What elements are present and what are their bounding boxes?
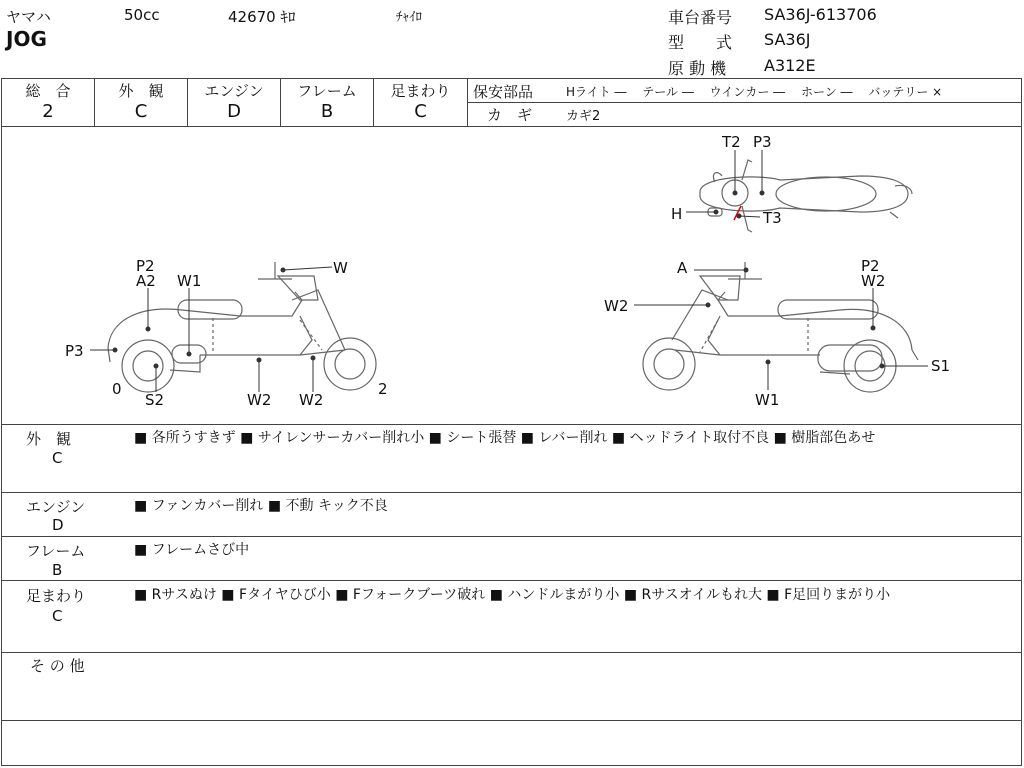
- label-left-w2b: W2: [299, 391, 324, 409]
- safety-parts-items: Hライト ― テール ― ウインカー ― ホーン ― バッテリー ×: [566, 85, 943, 99]
- label-top-h: H: [671, 205, 683, 223]
- grade-exterior-label: 外 観: [118, 82, 164, 100]
- notes-other-label: そ の 他: [30, 657, 85, 675]
- grade-overall-value: 2: [42, 101, 54, 122]
- frame-number-label: 車台番号: [668, 8, 733, 27]
- label-left-two: 2: [378, 380, 388, 398]
- label-top-p3: P3: [753, 133, 772, 151]
- grade-overall-label: 総 合: [25, 82, 71, 100]
- label-right-p2: P2: [861, 257, 880, 275]
- notes-suspension-label: 足まわり: [26, 587, 87, 605]
- grade-suspension-label: 足まわり: [390, 82, 451, 100]
- label-left-p2: P2: [136, 257, 155, 275]
- notes-frame-label: フレーム: [26, 542, 86, 560]
- maker-name: ヤマハ: [6, 8, 51, 26]
- safety-row-divider: [467, 102, 1021, 103]
- engine-model-value: A312E: [764, 56, 816, 75]
- type-value: SA36J: [764, 30, 811, 49]
- label-right-a: A: [677, 259, 688, 277]
- notes-divider-3: [1, 580, 1022, 581]
- label-right-s1: S1: [931, 357, 951, 375]
- label-right-w1: W1: [755, 391, 780, 409]
- notes-divider-5: [1, 720, 1022, 721]
- notes-exterior-text: ■ 各所うすきず ■ サイレンサーカバー削れ小 ■ シート張替 ■ レバー削れ ■ ヘッドライト取付不良 ■ 樹脂部色あせ: [134, 430, 876, 446]
- displacement: 50cc: [124, 6, 160, 24]
- notes-divider-4: [1, 652, 1022, 653]
- grade-suspension-value: C: [414, 101, 427, 122]
- grade-frame-label: フレーム: [297, 82, 357, 100]
- label-left-zero: 0: [112, 380, 122, 398]
- notes-frame-text: ■ フレームさび中: [134, 542, 250, 558]
- grade-col-divider-5: [467, 78, 468, 126]
- grade-exterior-value: C: [134, 101, 148, 122]
- top-view-scooter: [700, 160, 912, 232]
- mileage: 42670 ｷﾛ: [228, 8, 296, 26]
- notes-suspension-text: ■ Rサスぬけ ■ Fタイヤひび小 ■ Fフォークブーツ破れ ■ ハンドルまがり小 ■ Rサスオイルもれ大 ■ F足回りまがり小: [134, 587, 891, 603]
- key-label: カ ギ: [487, 106, 533, 124]
- notes-top-border: [1, 424, 1022, 425]
- label-left-p3: P3: [65, 342, 84, 360]
- safety-parts-label: 保安部品: [473, 83, 534, 101]
- label-top-t2: T2: [722, 133, 741, 151]
- notes-divider-2: [1, 536, 1022, 537]
- notes-exterior-label: 外 観: [26, 430, 72, 448]
- grade-table-top: [1, 78, 1022, 79]
- outer-border-bottom: [1, 765, 1022, 766]
- notes-frame-grade: B: [52, 561, 63, 579]
- notes-engine-grade: D: [52, 516, 64, 534]
- color: ﾁｬｲﾛ: [396, 10, 422, 25]
- label-left-w2a: W2: [247, 391, 272, 409]
- grade-frame-value: B: [320, 101, 334, 122]
- label-right-w2: W2: [604, 297, 629, 315]
- label-left-a2: A2: [136, 272, 156, 290]
- frame-number: SA36J-613706: [764, 5, 877, 24]
- grade-engine-label: エンジン: [204, 82, 264, 100]
- key-value: カギ2: [566, 109, 601, 124]
- label-left-s2: S2: [145, 391, 165, 409]
- notes-divider-1: [1, 492, 1022, 493]
- model-name: JOG: [6, 27, 47, 51]
- notes-exterior-grade: C: [52, 449, 63, 467]
- label-left-w1: W1: [177, 272, 202, 290]
- grade-engine-value: D: [227, 101, 241, 122]
- notes-engine-label: エンジン: [26, 498, 86, 516]
- engine-model-label: 原 動 機: [668, 59, 727, 78]
- notes-engine-text: ■ ファンカバー削れ ■ 不動 キック不良: [134, 498, 388, 514]
- type-label: 型 式: [668, 33, 733, 52]
- notes-suspension-grade: C: [52, 607, 63, 625]
- label-left-w: W: [333, 259, 348, 277]
- label-right-w2-top: W2: [861, 272, 886, 290]
- label-top-t3: T3: [763, 209, 782, 227]
